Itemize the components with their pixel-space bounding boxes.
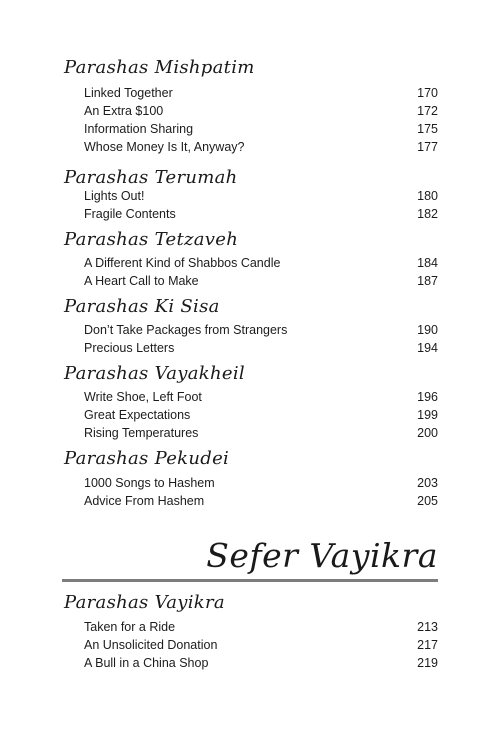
entry-title: Rising Temperatures bbox=[84, 426, 199, 440]
entry-title: Taken for a Ride bbox=[84, 620, 176, 634]
toc-entry[interactable] bbox=[84, 140, 438, 158]
toc-entry[interactable] bbox=[84, 104, 438, 122]
section-heading: Parashas Vayikra bbox=[64, 592, 225, 613]
entry-page-number: 182 bbox=[417, 207, 438, 221]
sefer-title: Sefer Vayikra bbox=[206, 536, 438, 575]
toc-entry[interactable] bbox=[84, 494, 438, 512]
toc-entry[interactable] bbox=[84, 274, 438, 292]
entry-page-number: 187 bbox=[417, 274, 438, 288]
entry-title: A Different Kind of Shabbos Candle bbox=[84, 256, 281, 270]
entry-page-number: 180 bbox=[417, 189, 438, 203]
entry-title: Information Sharing bbox=[84, 122, 194, 136]
entry-title: Precious Letters bbox=[84, 341, 175, 355]
toc-entry[interactable] bbox=[84, 620, 438, 638]
entry-page-number: 219 bbox=[417, 656, 438, 670]
entry-page-number: 175 bbox=[417, 122, 438, 136]
toc-entry[interactable] bbox=[84, 86, 438, 104]
toc-entry[interactable] bbox=[84, 390, 438, 408]
entry-title: Whose Money Is It, Anyway? bbox=[84, 140, 245, 154]
entry-title: Don’t Take Packages from Strangers bbox=[84, 323, 288, 337]
entry-title: Fragile Contents bbox=[84, 207, 176, 221]
entry-page-number: 177 bbox=[417, 140, 438, 154]
toc-entry[interactable] bbox=[84, 638, 438, 656]
toc-entry[interactable] bbox=[84, 323, 438, 341]
entry-page-number: 194 bbox=[417, 341, 438, 355]
section-heading: Parashas Tetzaveh bbox=[64, 229, 239, 250]
entry-title: A Bull in a China Shop bbox=[84, 656, 209, 670]
toc-entry[interactable] bbox=[84, 256, 438, 274]
entry-title: Linked Together bbox=[84, 86, 173, 100]
entry-page-number: 172 bbox=[417, 104, 438, 118]
entry-title: Write Shoe, Left Foot bbox=[84, 390, 202, 404]
entry-page-number: 217 bbox=[417, 638, 438, 652]
entry-page-number: 203 bbox=[417, 476, 438, 490]
section-heading: Parashas Pekudei bbox=[64, 448, 230, 469]
toc-entry[interactable] bbox=[84, 341, 438, 359]
entry-page-number: 200 bbox=[417, 426, 438, 440]
section-heading: Parashas Ki Sisa bbox=[64, 296, 220, 317]
entry-page-number: 213 bbox=[417, 620, 438, 634]
entry-title: Lights Out! bbox=[84, 189, 145, 203]
divider-rule bbox=[62, 579, 438, 582]
toc-entry[interactable] bbox=[84, 408, 438, 426]
entry-title: Great Expectations bbox=[84, 408, 191, 422]
toc-entry[interactable] bbox=[84, 656, 438, 674]
toc-entry[interactable] bbox=[84, 122, 438, 140]
entry-title: A Heart Call to Make bbox=[84, 274, 199, 288]
entry-title: Advice From Hashem bbox=[84, 494, 205, 508]
toc-entry[interactable] bbox=[84, 207, 438, 225]
entry-title: An Extra $100 bbox=[84, 104, 164, 118]
entry-page-number: 205 bbox=[417, 494, 438, 508]
section-heading: Parashas Vayakheil bbox=[64, 363, 245, 384]
toc-entry[interactable] bbox=[84, 426, 438, 444]
section-heading: Parashas Terumah bbox=[64, 167, 238, 188]
entry-page-number: 190 bbox=[417, 323, 438, 337]
toc-entry[interactable] bbox=[84, 189, 438, 207]
toc-entry[interactable] bbox=[84, 476, 438, 494]
section-heading: Parashas Mishpatim bbox=[64, 57, 255, 78]
entry-title: 1000 Songs to Hashem bbox=[84, 476, 215, 490]
entry-page-number: 196 bbox=[417, 390, 438, 404]
entry-page-number: 170 bbox=[417, 86, 438, 100]
entry-page-number: 184 bbox=[417, 256, 438, 270]
entry-page-number: 199 bbox=[417, 408, 438, 422]
entry-title: An Unsolicited Donation bbox=[84, 638, 218, 652]
